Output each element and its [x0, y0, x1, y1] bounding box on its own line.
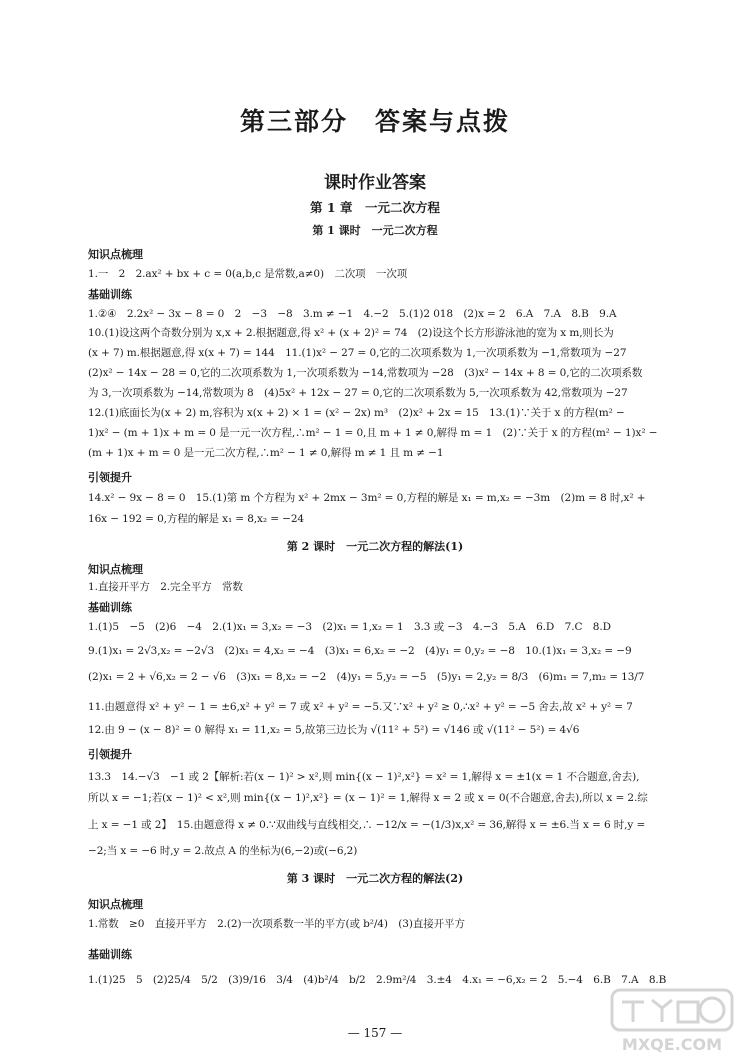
lesson-2-basic-line: 1.(1)5 −5 (2)6 −4 2.(1)x₁ = 3,x₂ = −3 (2)x₁ = 1,x₂ = 1 3.3 或 −3 4.−3 5.A 6.D 7.C 8.D — [88, 621, 611, 633]
lesson-2-lead-line: 上 x = −1 或 2】 15.由题意得 x ≠ 0.∵双曲线与直线相交,∴ −12/x = −(1/3)x,x² = 36,解得 x = ±6.当 x = 6 时,y = — [88, 819, 646, 831]
lesson-1-basic-line: 1.②④ 2.2x² − 3x − 8 = 0 2 −3 −8 3.m ≠ −1 4.−2 5.(1)2 018 (2)x = 2 6.A 7.A 8.B 9.A — [88, 308, 617, 320]
lesson-1-basic-line: (x + 7) m.根据题意,得 x(x + 7) = 144 11.(1)x² − 27 = 0,它的二次项系数为 1,一次项系数为 −1,常数项为 −27 — [88, 347, 627, 359]
lesson-2-lead-line: 所以 x = −1;若(x − 1)² < x²,则 min{(x − 1)²,x²} = (x − 1)² = 1,解得 x = 2 或 x = 0(不合题意,舍去),所以 x = 2.综 — [88, 792, 648, 804]
lesson-2-knowledge-text: 1.直接开平方 2.完全平方 常数 — [88, 581, 243, 593]
lesson-1-knowledge-text: 1.一 2 2.ax² + bx + c = 0(a,b,c 是常数,a≠0) 二次项 一次项 — [88, 268, 408, 280]
lesson-1-basic-line: (2)x² − 14x − 28 = 0,它的二次项系数为 1,一次项系数为 −14,常数项为 −28 (3)x² − 14x + 8 = 0,它的二次项系数 — [88, 367, 643, 379]
lesson-1-lead-line: 16x − 192 = 0,方程的解是 x₁ = 8,x₂ = −24 — [88, 513, 305, 525]
chapter-title: 第 1 章 一元二次方程 — [310, 200, 440, 215]
lesson-2-title: 第 2 课时 一元二次方程的解法(1) — [286, 540, 464, 553]
lesson-3-knowledge-heading: 知识点梳理 — [88, 898, 143, 911]
lesson-2-lead-heading: 引领提升 — [88, 748, 132, 761]
lesson-2-basic-line: 12.由 9 − (x − 8)² = 0 解得 x₁ = 11,x₂ = 5,故第三边长为 √(11² + 5²) = √146 或 √(11² − 5²) = 4√6 — [88, 724, 580, 736]
watermark-logo-icon — [608, 986, 736, 1056]
lesson-1-lead-line: 14.x² − 9x − 8 = 0 15.(1)第 m 个方程为 x² + 2mx − 3m² = 0,方程的解是 x₁ = m,x₂ = −3m (2)m = 8 时,x² + — [88, 492, 646, 504]
lesson-2-lead-line: −2;当 x = −6 时,y = 2.故点 A 的坐标为(6,−2)或(−6,2) — [88, 845, 358, 857]
lesson-1-lead-heading: 引领提升 — [88, 471, 132, 484]
lesson-2-basic-line: (2)x₁ = 2 + √6,x₂ = 2 − √6 (3)x₁ = 8,x₂ = −2 (4)y₁ = 5,y₂ = −5 (5)y₁ = 2,y₂ = 8/3 (6)m₁ = 7,m₂ = 13/7 — [88, 671, 645, 683]
lesson-2-basic-heading: 基础训练 — [88, 601, 132, 614]
lesson-2-lead-line: 13.3 14.−√3 −1 或 2【解析:若(x − 1)² > x²,则 min{(x − 1)²,x²} = x² = 1,解得 x = ±1(x = 1 不合题意,舍去), — [88, 771, 640, 783]
part-title: 第三部分 答案与点拨 — [239, 107, 510, 136]
lesson-1-basic-line: 10.(1)设这两个奇数分别为 x,x + 2.根据题意,得 x² + (x + 2)² = 74 (2)设这个长方形游泳池的宽为 x m,则长为 — [88, 327, 614, 339]
lesson-1-knowledge-heading: 知识点梳理 — [88, 248, 143, 261]
lesson-3-title: 第 3 课时 一元二次方程的解法(2) — [286, 872, 464, 885]
page-number: — 157 — — [347, 1026, 403, 1040]
lesson-2-basic-line: 11.由题意得 x² + y² − 1 = ±6,x² + y² = 7 或 x² + y² = −5.又∵x² + y² ≥ 0,∴x² + y² = −5 舍去,故 x² + y² = 7 — [88, 701, 633, 713]
lesson-3-basic-heading: 基础训练 — [88, 948, 132, 961]
lesson-3-basic-line: 1.(1)25 5 (2)25/4 5/2 (3)9/16 3/4 (4)b²/4 b/2 2.9m²/4 3.±4 4.x₁ = −6,x₂ = 2 5.−4 6.B 7.A 8.B — [88, 974, 667, 986]
lesson-1-basic-line: 1)x² − (m + 1)x + m = 0 是一元一次方程,∴m² − 1 = 0,且 m + 1 ≠ 0,解得 m = 1 (2)∵关于 x 的方程(m² − 1)x² − — [88, 427, 658, 439]
lesson-1-basic-heading: 基础训练 — [88, 288, 132, 301]
lesson-1-basic-line: 为 3,一次项系数为 −14,常数项为 8 (4)5x² + 12x − 27 = 0,它的二次项系数为 5,一次项系数为 42,常数项为 −27 — [88, 387, 628, 399]
watermark-text: MXQE.COM — [621, 1035, 723, 1054]
lesson-1-basic-line: 12.(1)底面长为(x + 2) m,容积为 x(x + 2) × 1 = (x² − 2x) m³ (2)x² + 2x = 15 13.(1)∵关于 x 的方程(m² − — [88, 407, 625, 419]
lesson-2-basic-line: 9.(1)x₁ = 2√3,x₂ = −2√3 (2)x₁ = 4,x₂ = −4 (3)x₁ = 6,x₂ = −2 (4)y₁ = 0,y₂ = −8 10.(1)x₁ = 3,x₂ = −9 — [88, 645, 632, 657]
section-title: 课时作业答案 — [324, 173, 426, 193]
lesson-3-knowledge-text: 1.常数 ≥0 直接开平方 2.(2)一次项系数一半的平方(或 b²/4) (3)直接开平方 — [88, 918, 465, 930]
lesson-2-knowledge-heading: 知识点梳理 — [88, 563, 143, 576]
lesson-1-basic-line: (m + 1)x + m = 0 是一元二次方程,∴m² − 1 ≠ 0,解得 m ≠ 1 且 m ≠ −1 — [88, 447, 444, 459]
lesson-1-title: 第 1 课时 一元二次方程 — [312, 224, 438, 237]
